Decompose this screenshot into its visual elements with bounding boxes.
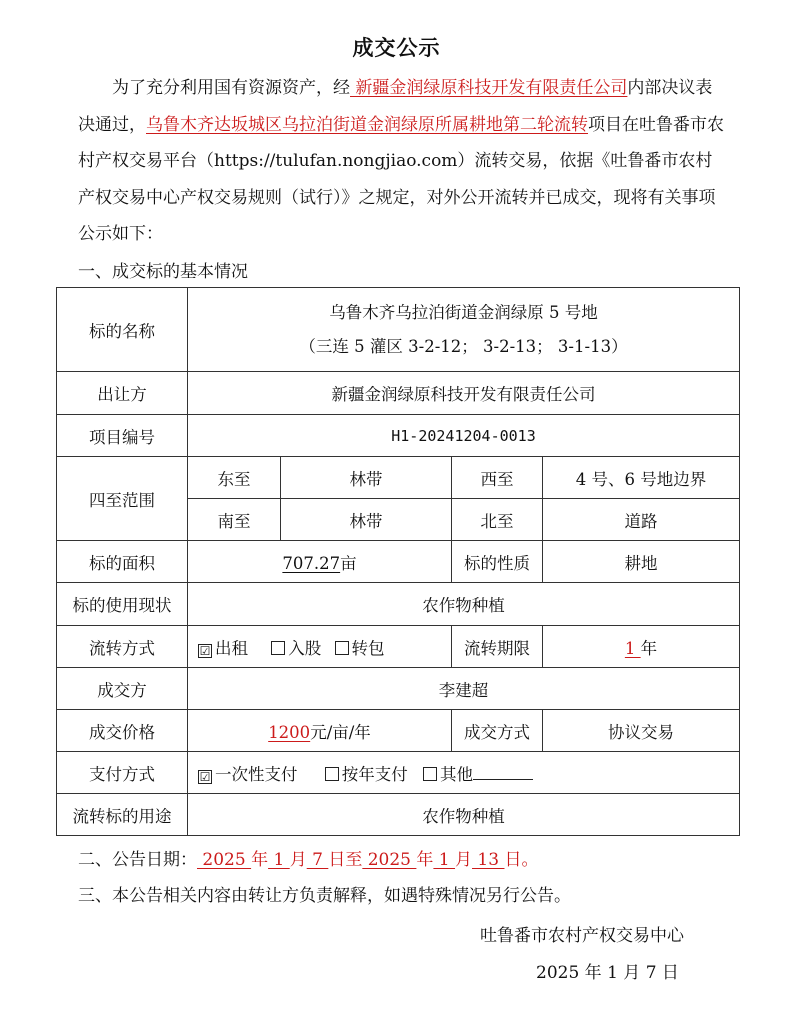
table-row [57, 583, 740, 626]
table-row [57, 668, 740, 710]
section-1-heading: 一、成交标的基本情况 [78, 262, 248, 282]
nature-label: 标的性质 [452, 541, 543, 583]
mode-label: 流转方式 [57, 626, 188, 668]
table-row [57, 288, 740, 372]
pay-option-2-label: 按年支付 [341, 764, 408, 784]
pay-checkbox-2[interactable] [325, 767, 339, 781]
company-name: 新疆金润绿原科技开发有限责任公司 [350, 78, 628, 98]
north-label: 北至 [452, 499, 543, 541]
area-label: 标的面积 [57, 541, 188, 583]
term-number: 1 [624, 638, 641, 658]
term-label: 流转期限 [452, 626, 543, 668]
name-value [188, 288, 740, 372]
section-2-label: 二、公告日期： [78, 850, 197, 870]
end-day: 13 [472, 850, 505, 870]
south-label: 南至 [188, 499, 281, 541]
purpose-value: 农作物种植 [188, 794, 740, 836]
mode-option-3-label: 转包 [351, 638, 385, 658]
month-char: 月 [455, 850, 473, 870]
table-row [57, 710, 740, 752]
mode-options [188, 626, 452, 668]
info-table [56, 287, 740, 836]
intro-paragraph [78, 70, 728, 253]
west-value: 4 号、6 号地边界 [543, 457, 740, 499]
day-to-char: 日至 [328, 850, 363, 870]
west-label: 西至 [452, 457, 543, 499]
transferor-label: 出让方 [57, 372, 188, 415]
table-row [57, 752, 740, 794]
signature: 吐鲁番市农村产权交易中心 [480, 926, 684, 946]
name-line-2: （三连 5 灌区 3-2-12； 3-2-13； 3-1-13） [299, 336, 628, 356]
pay-checkbox-1[interactable]: ☑ [199, 769, 211, 784]
buyer-label: 成交方 [57, 668, 188, 710]
buyer-value: 李建超 [188, 668, 740, 710]
table-row [57, 415, 740, 457]
mode-option-2-label: 入股 [288, 638, 322, 658]
year-char: 年 [251, 850, 269, 870]
price-unit: 元/亩/年 [310, 722, 371, 742]
pay-checkbox-3[interactable] [423, 767, 437, 781]
pay-options [188, 752, 740, 794]
start-month: 1 [268, 850, 290, 870]
end-year: 2025 [362, 850, 417, 870]
day-char: 日。 [504, 850, 539, 870]
table-row [57, 626, 740, 668]
name-label: 标的名称 [57, 288, 188, 372]
mode-checkbox-3[interactable] [335, 641, 349, 655]
nature-value: 耕地 [543, 541, 740, 583]
project-no-value: H1-20241204-0013 [188, 415, 740, 457]
deal-mode-value: 协议交易 [543, 710, 740, 752]
east-label: 东至 [188, 457, 281, 499]
start-year: 2025 [197, 850, 252, 870]
price-label: 成交价格 [57, 710, 188, 752]
start-day: 7 [306, 850, 329, 870]
table-row [57, 794, 740, 836]
table-row [57, 372, 740, 415]
purpose-label: 流转标的用途 [57, 794, 188, 836]
term-value [543, 626, 740, 668]
price-value [188, 710, 452, 752]
transferor-value: 新疆金润绿原科技开发有限责任公司 [188, 372, 740, 415]
intro-text-1: 为了充分利用国有资源资产，经 [112, 78, 350, 98]
other-blank[interactable] [473, 765, 533, 780]
pay-option-1-label: 一次性支付 [215, 764, 298, 784]
month-char: 月 [289, 850, 307, 870]
usage-status-label: 标的使用现状 [57, 583, 188, 626]
year-char: 年 [416, 850, 434, 870]
mode-checkbox-1[interactable]: ☑ [199, 643, 211, 658]
page-title: 成交公示 [352, 35, 441, 60]
sign-date: 2025 年 1 月 7 日 [536, 963, 679, 983]
mode-option-1-label: 出租 [215, 638, 248, 658]
usage-status-value: 农作物种植 [188, 583, 740, 626]
pay-label: 支付方式 [57, 752, 188, 794]
area-number: 707.27 [282, 553, 341, 573]
project-name: 乌鲁木齐达坂城区乌拉泊街道金润绿原所属耕地第二轮流转 [146, 114, 588, 135]
section-3: 三、本公告相关内容由转让方负责解释，如遇特殊情况另行公告。 [78, 886, 571, 906]
project-no-label: 项目编号 [57, 415, 188, 457]
south-value: 林带 [281, 499, 452, 541]
pay-option-3-label: 其他 [440, 764, 473, 784]
table-row [57, 541, 740, 583]
intro-text-2: 内部决议表决通过， [78, 78, 713, 135]
east-value: 林带 [281, 457, 452, 499]
price-number: 1200 [268, 722, 311, 742]
area-unit: 亩 [340, 553, 357, 573]
end-month: 1 [433, 850, 456, 870]
intro-text-3: 项目在吐鲁番市农村产权交易平台（https://tulufan.nongjiao.com）流转交易，依据《吐鲁番市农村产权交易中心产权交易规则（试行）》之规定，对外公开流转并已成交，现将有关事项公示如下： [78, 114, 724, 244]
table-row [57, 457, 740, 499]
name-line-1: 乌鲁木齐乌拉泊街道金润绿原 5 号地 [329, 302, 598, 322]
mode-checkbox-2[interactable] [271, 641, 285, 655]
term-unit: 年 [640, 638, 658, 658]
area-value [188, 541, 452, 583]
bounds-label: 四至范围 [57, 457, 188, 541]
deal-mode-label: 成交方式 [452, 710, 543, 752]
section-2 [78, 846, 538, 874]
north-value: 道路 [543, 499, 740, 541]
